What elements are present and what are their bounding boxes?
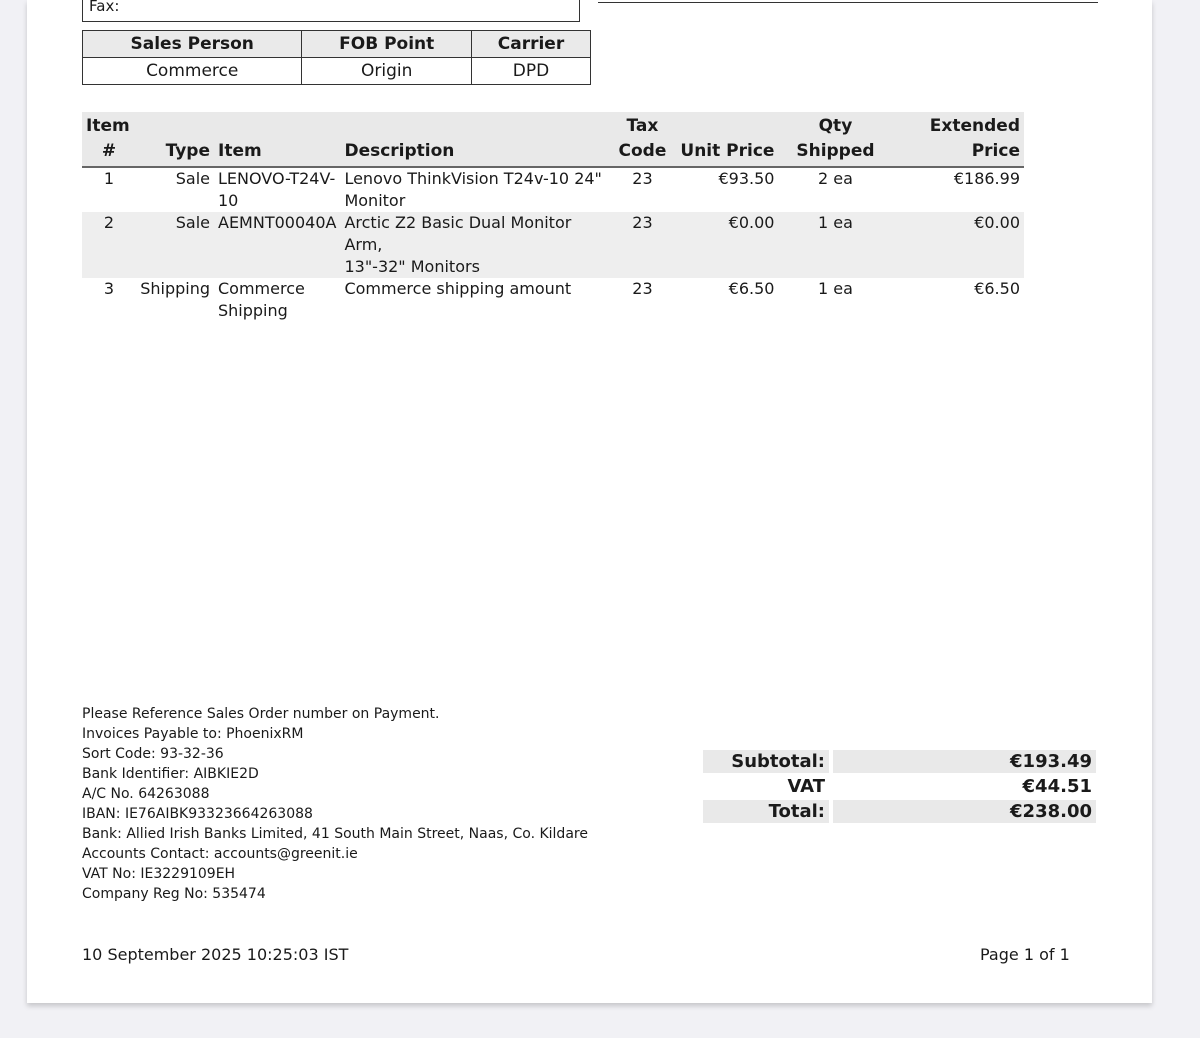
vat-value: €44.51 [1022, 776, 1092, 797]
subtotal-value: €193.49 [833, 750, 1096, 773]
col-type: Type [136, 112, 214, 167]
shipping-info-table [82, 30, 591, 85]
col-unit-price: Unit Price [670, 112, 778, 167]
fax-field [82, 0, 580, 22]
print-timestamp: 10 September 2025 10:25:03 IST [82, 945, 349, 964]
invoice-page [27, 0, 1152, 1003]
note-line: IBAN: IE76AIBK93323664263088 [82, 806, 313, 822]
table-row: 3 Shipping Commerce Shipping Commerce shipping amount 23 €6.50 1 ea €6.50 [103, 279, 1020, 320]
note-line: Sort Code: 93-32-36 [82, 746, 224, 762]
total-label: Total: [703, 800, 829, 823]
table-row: 1 Sale LENOVO-T24V- 10 Lenovo ThinkVision T24v-10 24" Monitor 23 €93.50 2 ea €186.99 [103, 169, 1020, 210]
note-line: Bank: Allied Irish Banks Limited, 41 South Main Street, Naas, Co. Kildare [82, 826, 588, 842]
col-extended-price: Extended Price [892, 112, 1024, 167]
note-line: Company Reg No: 535474 [82, 886, 266, 902]
line-items-table [82, 112, 1024, 322]
total-row [703, 800, 1096, 823]
note-line: Please Reference Sales Order number on Payment. [82, 706, 440, 722]
col-item-number: Item # [82, 112, 136, 167]
vat-row [703, 775, 1096, 798]
note-line: A/C No. 64263088 [82, 786, 210, 802]
address-box-edge [598, 0, 1098, 3]
note-line: Bank Identifier: AIBKIE2D [82, 766, 259, 782]
col-item: Item [214, 112, 340, 167]
fob-point-value: Origin [302, 58, 472, 85]
col-tax-code: Tax Code [614, 112, 670, 167]
payment-notes [82, 704, 588, 904]
note-line: Invoices Payable to: PhoenixRM [82, 726, 304, 742]
carrier-value: DPD [471, 58, 590, 85]
note-line: Accounts Contact: accounts@greenit.ie [82, 846, 358, 862]
note-line: VAT No: IE3229109EH [82, 866, 236, 882]
vat-label: VAT [787, 776, 825, 797]
col-qty-shipped: Qty Shipped [778, 112, 892, 167]
totals-table [703, 748, 1096, 825]
subtotal-label: Subtotal: [703, 750, 829, 773]
fax-label: Fax: [89, 0, 120, 15]
sales-person-header: Sales Person [83, 31, 302, 58]
table-row: 2 Sale AEMNT00040A Arctic Z2 Basic Dual Monitor Arm, 13"-32" Monitors 23 €0.00 1 ea €0.00 [82, 212, 1024, 278]
fob-point-header: FOB Point [302, 31, 472, 58]
subtotal-row [703, 750, 1096, 773]
sales-person-value: Commerce [83, 58, 302, 85]
carrier-header: Carrier [471, 31, 590, 58]
total-value: €238.00 [833, 800, 1096, 823]
col-description: Description [340, 112, 614, 167]
page-number: Page 1 of 1 [980, 945, 1070, 964]
